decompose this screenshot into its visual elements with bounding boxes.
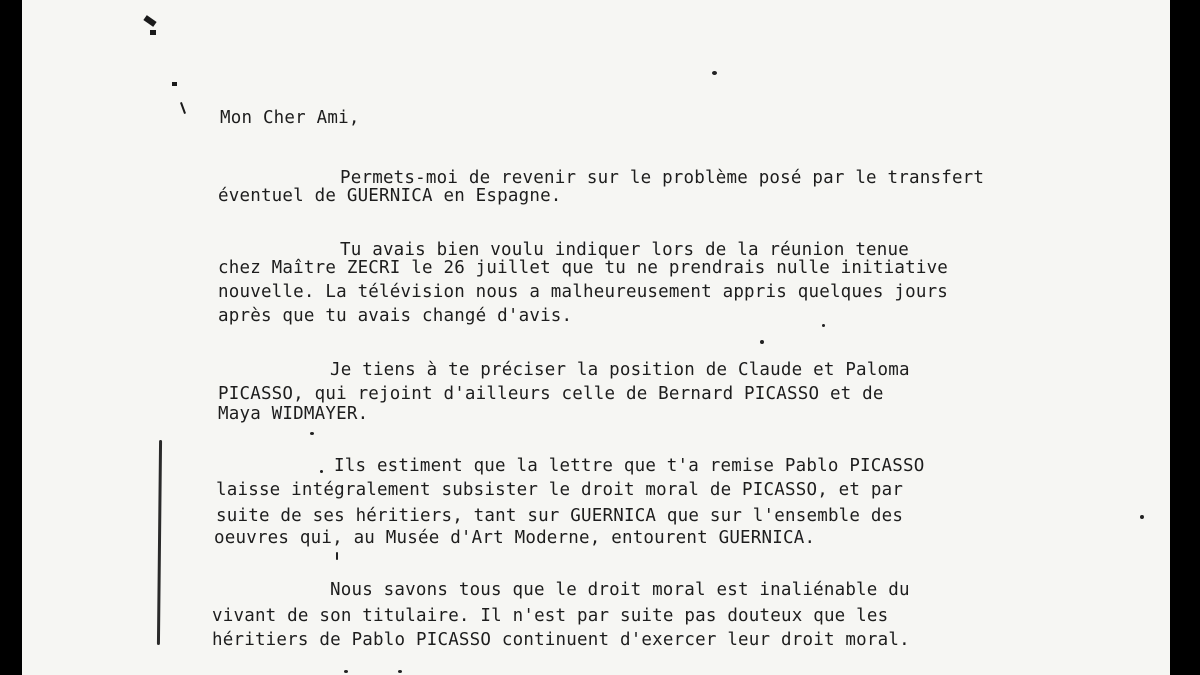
paragraph-4-line: laisse intégralement subsister le droit moral de PICASSO, et par bbox=[216, 480, 904, 500]
paragraph-2-line: Tu avais bien voulu indiquer lors de la réunion tenue bbox=[340, 240, 910, 260]
paragraph-4-line: suite de ses héritiers, tant sur GUERNICA que sur l'ensemble des bbox=[216, 506, 904, 526]
paragraph-5-line: Nous savons tous que le droit moral est inaliénable du bbox=[330, 580, 910, 600]
letter-page bbox=[22, 0, 1170, 675]
paragraph-2-line: après que tu avais changé d'avis. bbox=[218, 306, 573, 326]
paragraph-5-line: vivant de son titulaire. Il n'est par suite pas douteux que les bbox=[212, 606, 889, 626]
paragraph-1-line: Permets-moi de revenir sur le problème posé par le transfert bbox=[340, 168, 985, 188]
salutation: Mon Cher Ami, bbox=[220, 108, 360, 128]
paragraph-5-line: héritiers de Pablo PICASSO continuent d'exercer leur droit moral. bbox=[212, 630, 910, 650]
paragraph-4-line: Ils estiment que la lettre que t'a remise Pablo PICASSO bbox=[334, 456, 925, 476]
paragraph-1-line: éventuel de GUERNICA en Espagne. bbox=[218, 186, 562, 206]
paragraph-3-line: Maya WIDMAYER. bbox=[218, 404, 369, 424]
letter-body bbox=[22, 0, 1170, 675]
paragraph-2-line: nouvelle. La télévision nous a malheureusement appris quelques jours bbox=[218, 282, 949, 302]
paragraph-3-line: PICASSO, qui rejoint d'ailleurs celle de Bernard PICASSO et de bbox=[218, 384, 884, 404]
paragraph-4-line: oeuvres qui, au Musée d'Art Moderne, entourent GUERNICA. bbox=[214, 528, 816, 548]
paragraph-2-line: chez Maître ZECRI le 26 juillet que tu ne prendrais nulle initiative bbox=[218, 258, 949, 278]
paragraph-3-line: Je tiens à te préciser la position de Claude et Paloma bbox=[330, 360, 910, 380]
